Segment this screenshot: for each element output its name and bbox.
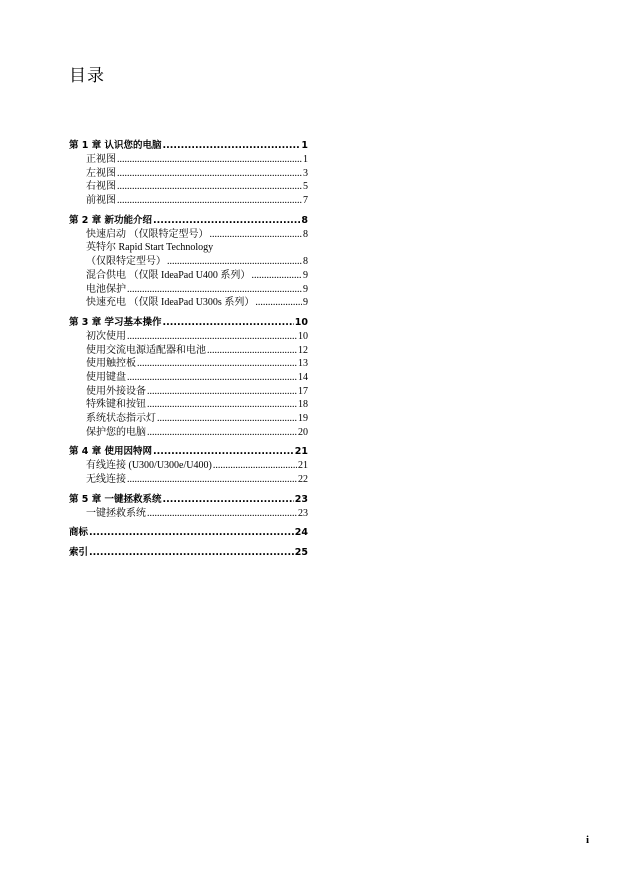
toc-leader-dots [147, 507, 297, 521]
toc-leader-dots [117, 180, 302, 194]
toc-entry-label: 电池保护 [86, 283, 126, 295]
toc-entry-label: 有线连接 (U300/U300e/U400) [86, 460, 212, 472]
toc-chapter-entry[interactable] [69, 315, 308, 330]
toc-entry-page: 23 [294, 493, 308, 505]
toc-section-entry[interactable] [69, 228, 308, 242]
toc-entry-label: 混合供电 （仅限 IdeaPad U400 系列） [86, 269, 251, 281]
toc-entry-page: 1 [301, 140, 308, 151]
toc-leader-dots [127, 371, 297, 385]
toc-entry-label: 前视图 [86, 195, 116, 207]
toc-leader-dots [251, 269, 302, 283]
toc-chapter [69, 138, 308, 208]
toc-section-entry[interactable] [69, 398, 308, 412]
toc-section-entry[interactable] [69, 296, 308, 310]
toc-chapter-entry[interactable] [69, 213, 308, 228]
toc-section-entry[interactable] [69, 412, 308, 426]
toc-chapter [69, 444, 308, 486]
toc-leader-dots [255, 296, 302, 310]
toc-entry-label: （仅限特定型号） [86, 256, 166, 268]
toc-leader-dots [163, 315, 294, 330]
toc-leader-dots [137, 357, 297, 371]
toc-entry-page: 1 [303, 154, 308, 165]
toc-entry-page: 24 [294, 527, 308, 539]
toc-entry-page: 22 [298, 474, 308, 486]
toc-leader-dots [210, 228, 303, 242]
toc-entry-page: 9 [303, 283, 308, 295]
toc-entry-label: 无线连接 [86, 474, 126, 486]
toc-leader-dots [153, 444, 294, 459]
toc-leader-dots [163, 138, 301, 153]
toc-leader-dots [207, 344, 297, 358]
toc-chapter-entry[interactable] [69, 492, 308, 507]
toc-entry-page: 19 [298, 413, 308, 424]
toc-section-entry[interactable] [69, 153, 308, 167]
toc-leader-dots [153, 213, 300, 228]
toc-chapter [69, 545, 308, 560]
toc-entry-page: 10 [294, 316, 308, 328]
toc-section-entry[interactable] [69, 269, 308, 283]
toc-entry-label: 使用触控板 [86, 358, 136, 370]
toc-entry-label: 使用键盘 [86, 371, 126, 383]
toc-section-entry[interactable] [69, 344, 308, 358]
toc-chapter [69, 492, 308, 521]
toc-leader-dots [117, 153, 302, 167]
toc-section-entry[interactable] [69, 357, 308, 371]
toc-entry-label: 第 1 章 认识您的电脑 [69, 140, 162, 151]
page-number: i [586, 834, 590, 846]
toc-section-entry[interactable] [69, 507, 308, 521]
toc-leader-dots [147, 385, 297, 399]
toc-entry-page: 21 [294, 446, 308, 458]
toc-entry-label: 第 3 章 学习基本操作 [69, 316, 162, 328]
toc-section-entry[interactable] [69, 330, 308, 344]
toc-entry-label: 索引 [69, 547, 89, 559]
toc-entry-page: 17 [298, 385, 308, 397]
toc-entry-label: 商标 [69, 527, 89, 539]
toc-leader-dots [147, 426, 297, 440]
toc-entry-label: 第 5 章 一键拯救系统 [69, 493, 162, 505]
toc-entry-page: 5 [303, 181, 308, 193]
toc-leader-dots [163, 492, 294, 507]
toc-chapter-entry[interactable] [69, 444, 308, 459]
toc-entry-label: 快速充电 （仅限 IdeaPad U300s 系列） [86, 297, 255, 309]
toc-leader-dots [127, 330, 297, 344]
toc-leader-dots [127, 473, 297, 487]
toc-entry-page: 8 [301, 214, 308, 226]
toc-entry-label: 初次使用 [86, 330, 126, 342]
toc-entry-page: 10 [298, 330, 308, 342]
toc-section-entry[interactable] [69, 283, 308, 297]
toc-leader-dots [213, 459, 297, 473]
toc-section-entry[interactable] [69, 459, 308, 473]
toc-section-entry[interactable] [69, 473, 308, 487]
toc-section-entry[interactable] [69, 241, 308, 255]
toc-entry-label: 特殊键和按钮 [86, 399, 146, 411]
toc-chapter-entry[interactable] [69, 138, 308, 153]
toc-entry-page: 20 [298, 426, 308, 438]
toc-chapter [69, 315, 308, 440]
toc-chapter-entry[interactable] [69, 545, 308, 560]
toc-entry-label: 快速启动 （仅限特定型号） [86, 228, 209, 240]
toc-entry-label: 一键拯救系统 [86, 507, 146, 519]
toc-entry-label: 系统状态指示灯 [86, 413, 156, 424]
toc-entry-page: 7 [303, 195, 308, 207]
toc-entry-page: 9 [303, 269, 308, 281]
toc-leader-dots [89, 525, 294, 540]
page-title: 目录 [69, 66, 105, 86]
toc-entry-page: 3 [303, 167, 308, 179]
toc-section-entry-continued[interactable] [69, 255, 308, 269]
toc-leader-dots [117, 167, 302, 181]
toc-section-entry[interactable] [69, 167, 308, 181]
toc-entry-page: 12 [298, 344, 308, 356]
toc-chapter-entry[interactable] [69, 525, 308, 540]
toc-leader-dots [89, 545, 294, 560]
toc-entry-page: 8 [303, 256, 308, 268]
toc-chapter [69, 213, 308, 310]
toc-chapter [69, 525, 308, 540]
toc-leader-dots [167, 255, 302, 269]
table-of-contents [69, 138, 308, 560]
toc-entry-label: 保护您的电脑 [86, 426, 146, 438]
toc-section-entry[interactable] [69, 385, 308, 399]
toc-entry-page: 18 [298, 399, 308, 411]
toc-leader-dots [117, 194, 302, 208]
toc-entry-page: 9 [303, 297, 308, 309]
toc-entry-label: 第 4 章 使用因特网 [69, 446, 153, 458]
toc-entry-page: 23 [298, 507, 308, 519]
toc-entry-page: 14 [298, 371, 308, 383]
toc-entry-label: 英特尔 Rapid Start Technology [86, 242, 214, 254]
toc-entry-label: 第 2 章 新功能介绍 [69, 214, 153, 226]
toc-entry-label: 使用交流电源适配器和电池 [86, 344, 206, 356]
toc-entry-page: 13 [298, 358, 308, 370]
toc-entry-page: 25 [294, 547, 308, 559]
toc-leader-dots [127, 283, 302, 297]
toc-entry-label: 使用外接设备 [86, 385, 146, 397]
toc-section-entry[interactable] [69, 194, 308, 208]
toc-section-entry[interactable] [69, 180, 308, 194]
toc-section-entry[interactable] [69, 371, 308, 385]
toc-section-entry[interactable] [69, 426, 308, 440]
toc-leader-dots [147, 398, 297, 412]
toc-entry-label: 右视图 [86, 181, 116, 193]
toc-entry-page: 8 [303, 228, 308, 240]
toc-entry-page: 21 [298, 460, 308, 472]
toc-entry-label: 左视图 [86, 167, 116, 179]
toc-entry-label: 正视图 [86, 154, 116, 165]
toc-leader-dots [157, 412, 297, 426]
